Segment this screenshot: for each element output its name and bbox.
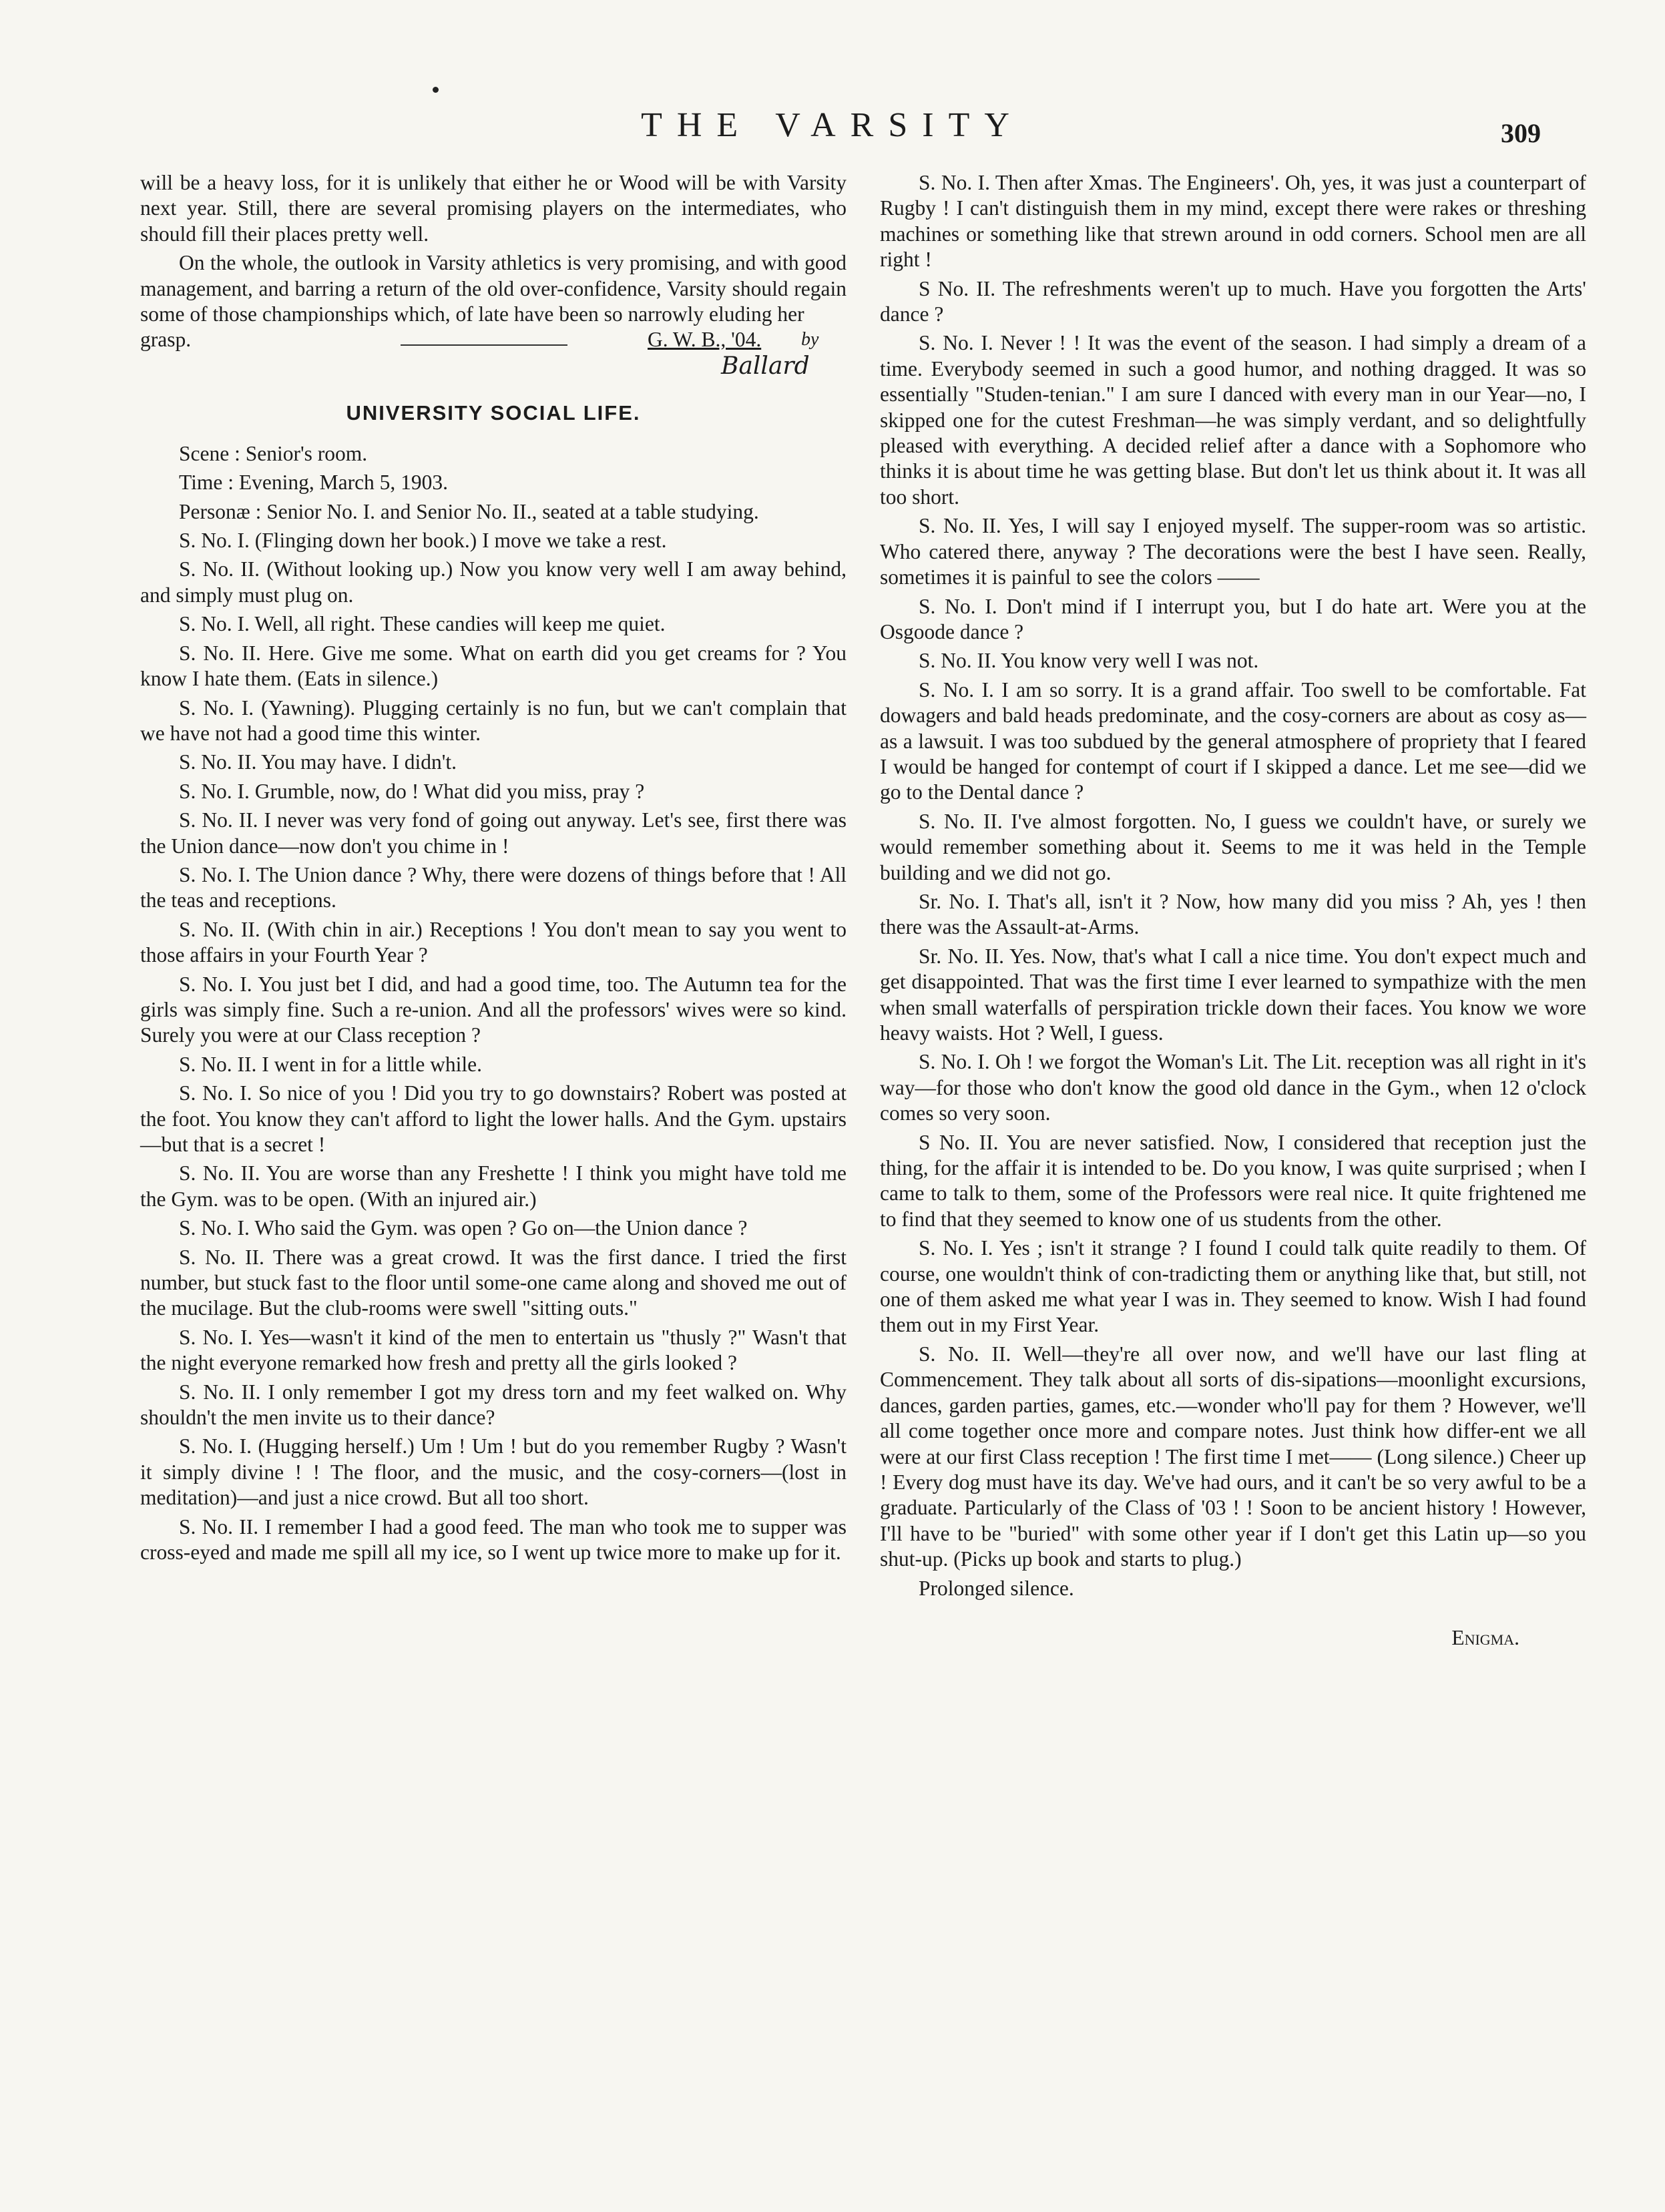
ink-speck [433,87,439,93]
paragraph: S. No. II. I've almost forgotten. No, I guess we couldn't have, or surely we would remember something about it. Seems to me it was held in the Temple building and we did not go. [880,809,1586,884]
handwritten-annotation: by [801,329,819,350]
paragraph: S. No. II. Here. Give me some. What on earth did you get creams for ? You know I hate them. (Eats in silence.) [140,641,847,691]
handwritten-name: Ballard [721,352,810,380]
paragraph: S. No. II. You may have. I didn't. [179,750,457,774]
paragraph: Sr. No. II. Yes. Now, that's what I call a nice time. You don't expect much and get disappointed. That was the first time I ever learned to sympathize with the men when small waterfalls of perspiration trickle down their faces. You know we wore heavy waists. Hot ? Well, I guess. [880,944,1586,1045]
paragraph: S. No. II. I never was very fond of going out anyway. Let's see, first there was the Union dance—now don't you chime in ! [140,808,847,858]
paragraph: S. No. I. Grumble, now, do ! What did you miss, pray ? [179,779,645,803]
page-number: 309 [1501,118,1541,148]
paragraph: will be a heavy loss, for it is unlikely that either he or Wood will be with Varsity next year. Still, there are several promising players on the intermediates, who should fill their places pretty well. [140,171,847,246]
paragraph: S. No. II. Well—they're all over now, and we'll have our last fling at Commencement. They talk about all sorts of dis-sipations—moonlight excursions, dances, garden parties, games, etc.—wonder who'll pay for them ? However, we'll all come together once more and compare notes. Just think how differ-ent we all were at our first Class reception ! The first time I met—— (Long silence.) Cheer up ! Every dog must have its day. We've had ours, and it can't be so very awful to be a graduate. Particularly of the Class of '03 ! ! Soon to be ancient history ! However, I'll have to be "buried" with some other year if I don't get this Latin up—so you shut-up. (Picks up book and starts to plug.) [880,1342,1586,1571]
paragraph: S. No. I. Who said the Gym. was open ? Go on—the Union dance ? [179,1216,748,1240]
paragraph: S. No. I. I am so sorry. It is a grand affair. Too swell to be comfortable. Fat dowagers and bald heads predominate, and the cosy-corners are about as cosy as—as a lawsuit. I was too subdued by the general atmosphere of propriety that I feared I would be hanged for contempt of court if I skipped a dance. Let me see—did we go to the Dental dance ? [880,677,1586,804]
paragraph: Scene : Senior's room. [179,441,368,465]
paragraph: S. No. II. You are worse than any Freshette ! I think you might have told me the Gym. was to be open. (With an injured air.) [140,1161,847,1211]
paragraph: S No. II. The refreshments weren't up to much. Have you forgotten the Arts' dance ? [880,276,1586,326]
paragraph: S. No. I. The Union dance ? Why, there were dozens of things before that ! All the teas and receptions. [140,862,847,912]
paragraph: S. No. II. I went in for a little while. [179,1052,483,1076]
paragraph: Prolonged silence. [919,1576,1074,1600]
paragraph: S. No. I. Yes ; isn't it strange ? I found I could talk quite readily to them. Of course, one wouldn't think of con-tradicting them or anything like that, but still, not one of them asked me what year I was in. They seemed to know. Wish I had found them out in my First Year. [880,1236,1586,1337]
paragraph: S. No. I. (Flinging down her book.) I move we take a rest. [179,529,667,553]
paragraph: S. No. I. Then after Xmas. The Engineers'. Oh, yes, it was just a counterpart of Rugby ! I can't distinguish them in my mind, except there were rakes or threshing machines or something like that strewn around in odd corners. School men are all right ! [880,171,1586,272]
paragraph: S. No. I. (Yawning). Plugging certainly is no fun, but we can't complain that we have not had a good time this winter. [140,696,847,745]
paragraph: S. No. I. Don't mind if I interrupt you, but I do hate art. Were you at the Osgoode dance ? [880,594,1586,643]
author-signature: G. W. B., '04. [648,328,762,352]
handwritten-name-row [140,352,847,387]
left-column [140,170,847,1569]
right-column [880,170,1586,1651]
paragraph: Personæ : Senior No. I. and Senior No. II., seated at a table studying. [179,499,759,523]
author-signoff: Enigma. [1451,1625,1519,1649]
paragraph: S. No. II. There was a great crowd. It was the first dance. I tried the first number, but stuck fast to the floor until some-one came along and shoved me out of the mucilage. But the club-rooms were swell "sitting outs." [140,1245,847,1320]
paragraph-end: grasp. [140,328,192,352]
paragraph: S. No. II. I only remember I got my dress torn and my feet walked on. Why shouldn't the men invite us to their dance? [140,1380,847,1430]
paragraph: S No. II. You are never satisfied. Now, I considered that reception just the thing, for the affair it is intended to be. Do you know, I was quite surprised ; when I came to talk to them, some of the Professors were real nice. It quite frightened me to find that they seemed to know one of us students from the other. [880,1130,1586,1231]
paragraph: S. No. I. Well, all right. These candies will keep me quiet. [179,612,666,636]
paragraph: S. No. I. So nice of you ! Did you try to go downstairs? Robert was posted at the foot. You know they can't afford to light the lower halls. And the Gym. upstairs—but that is a secret ! [140,1081,847,1156]
paragraph: S. No. II. (Without looking up.) Now you know very well I am away behind, and simply must plug on. [140,557,847,607]
paragraph: Time : Evening, March 5, 1903. [179,471,449,495]
paragraph: S. No. II. You know very well I was not. [919,649,1259,673]
paragraph: S. No. II. (With chin in air.) Receptions ! You don't mean to say you went to those affairs in your Fourth Year ? [140,917,847,967]
paragraph: S. No. I. You just bet I did, and had a good time, too. The Autumn tea for the girls was simply fine. Such a re-union. And all the professors' wives were so kind. Surely you were at our Class reception ? [140,972,847,1047]
paragraph: Sr. No. I. That's all, isn't it ? Now, how many did you miss ? Ah, yes ! then there was the Assault-at-Arms. [880,889,1586,939]
paragraph: S. No. I. Never ! ! It was the event of the season. I had simply a dream of a time. Everybody seemed in such a good humor, and nothing dragged. It was so essentially "Studen-tenian." I am sure I danced with every man in our Year—no, I skipped one for the cutest Freshman—he was simply verdant, and so delightfully pleased with everything. A decided relief after a dance with a Sophomore who thinks it is about time he was getting blase. But don't let us think about it. It was all too short. [880,331,1586,509]
paragraph: S. No. I. Yes—wasn't it kind of the men to entertain us "thusly ?" Wasn't that the night everyone remarked how fresh and pretty all the girls looked ? [140,1325,847,1375]
divider [401,344,567,346]
article-title: UNIVERSITY SOCIAL LIFE. [346,401,641,425]
paragraph: S. No. II. Yes, I will say I enjoyed myself. The supper-room was so artistic. Who catered there, anyway ? The decorations were the best I have seen. Really, sometimes it is painful to see the colors —— [880,514,1586,589]
masthead: THE VARSITY [641,106,1024,144]
paragraph: S. No. I. (Hugging herself.) Um ! Um ! but do you remember Rugby ? Wasn't it simply divine ! ! The floor, and the music, and the cosy-corners—(lost in meditation)—and just a nice crowd. But all too short. [140,1434,847,1510]
signature-line [140,327,847,352]
paragraph: S. No. II. I remember I had a good feed. The man who took me to supper was cross-eyed and made me spill all my ice, so I went up twice more to make up for it. [140,1514,847,1565]
paragraph: On the whole, the outlook in Varsity athletics is very promising, and with good management, and barring a return of the old over-confidence, Varsity should regain some of those championships which, of late have been so narrowly eluding her [140,251,847,326]
paragraph: S. No. I. Oh ! we forgot the Woman's Lit. The Lit. reception was all right in it's way—for those who don't know the good old dance in the Gym., when 12 o'clock comes so very soon. [880,1050,1586,1125]
